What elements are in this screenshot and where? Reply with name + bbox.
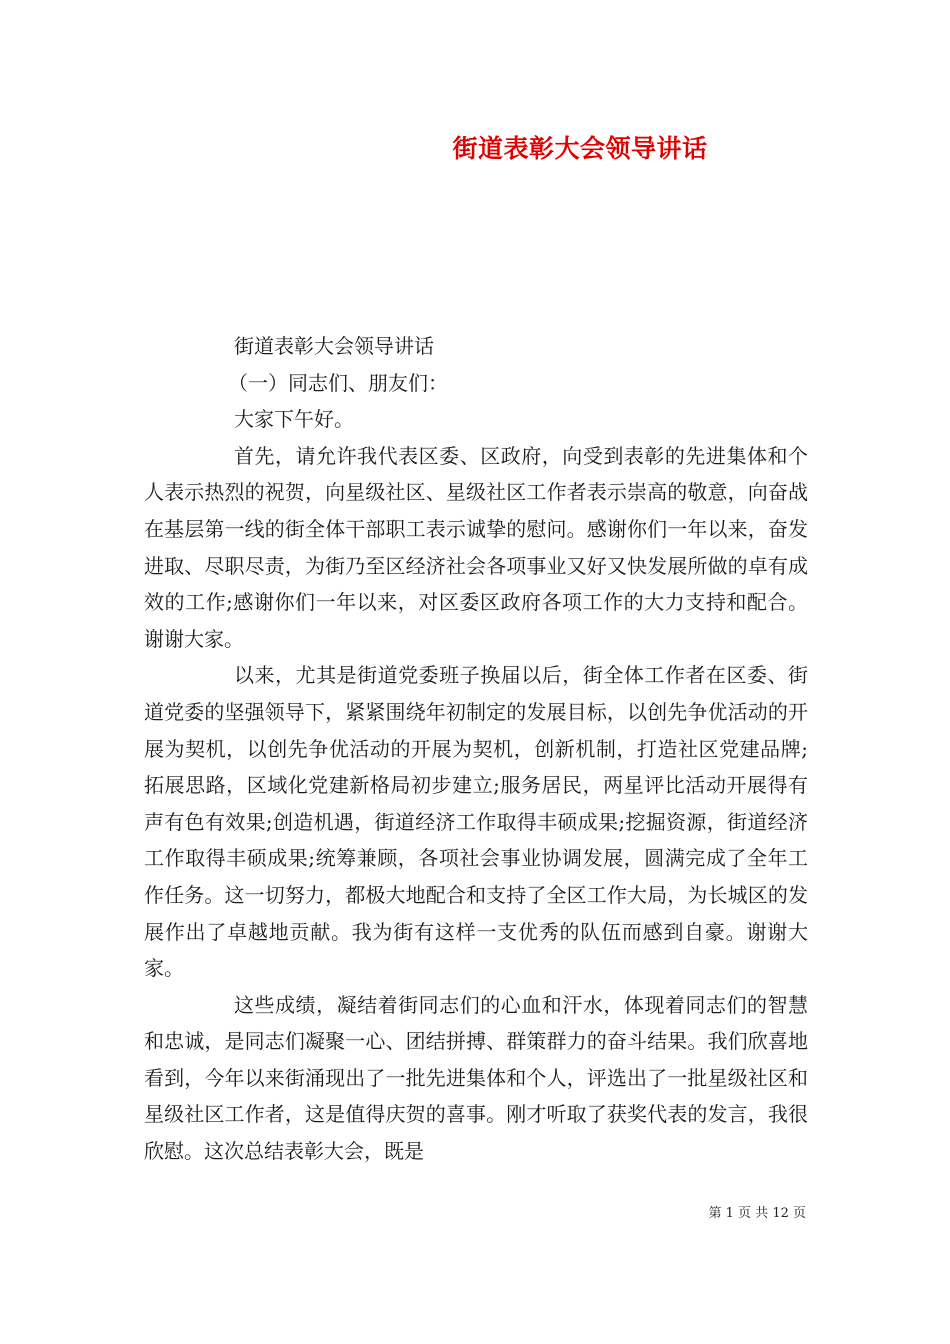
page-number: 第 1 页 共 12 页 [708, 1206, 806, 1221]
page-title: 街道表彰大会领导讲话 [452, 134, 708, 163]
paragraph-2: 以来，尤其是街道党委班子换届以后，街全体工作者在区委、街道党委的坚强领导下，紧紧围绕年初制定的发展目标，以创先争优活动的开展为契机，以创先争优活动的开展为契机，创新机制，打造社区党建品牌;拓展思路，区域化党建新格局初步建立;服务居民，两星评比活动开展得有声有色有效果;创造机遇，街道经济工作取得丰硕成果;挖掘资源，街道经济工作取得丰硕成果;统筹兼顾，各项社会事业协调发展，圆满完成了全年工作任务。这一切努力，都极大地配合和支持了全区工作大局，为长城区的发展作出了卓越地贡献。我为街有这样一支优秀的队伍而感到自豪。谢谢大家。 [144, 663, 808, 981]
paragraph-1: 首先，请允许我代表区委、区政府，向受到表彰的先进集体和个人表示热烈的祝贺，向星级社区、星级社区工作者表示崇高的敬意，向奋战在基层第一线的街全体干部职工表示诚挚的慰问。感谢你们一年以来，奋发进取、尽职尽责，为街乃至区经济社会各项事业又好又快发展所做的卓有成效的工作;感谢你们一年以来，对区委区政府各项工作的大力支持和配合。谢谢大家。 [144, 443, 808, 651]
salutation: （一）同志们、朋友们： [228, 370, 448, 395]
paragraph-3: 这些成绩，凝结着街同志们的心血和汗水，体现着同志们的智慧和忠诚，是同志们凝聚一心、团结拼搏、群策群力的奋斗结果。我们欣喜地看到，今年以来街涌现出了一批先进集体和个人，评选出了一批星级社区和星级社区工作者，这是值得庆贺的喜事。刚才听取了获奖代表的发言，我很欣慰。这次总结表彰大会，既是 [144, 992, 808, 1164]
document-body [144, 328, 808, 1170]
greeting: 大家下午好。 [234, 407, 354, 432]
document-heading: 街道表彰大会领导讲话 [234, 334, 434, 358]
